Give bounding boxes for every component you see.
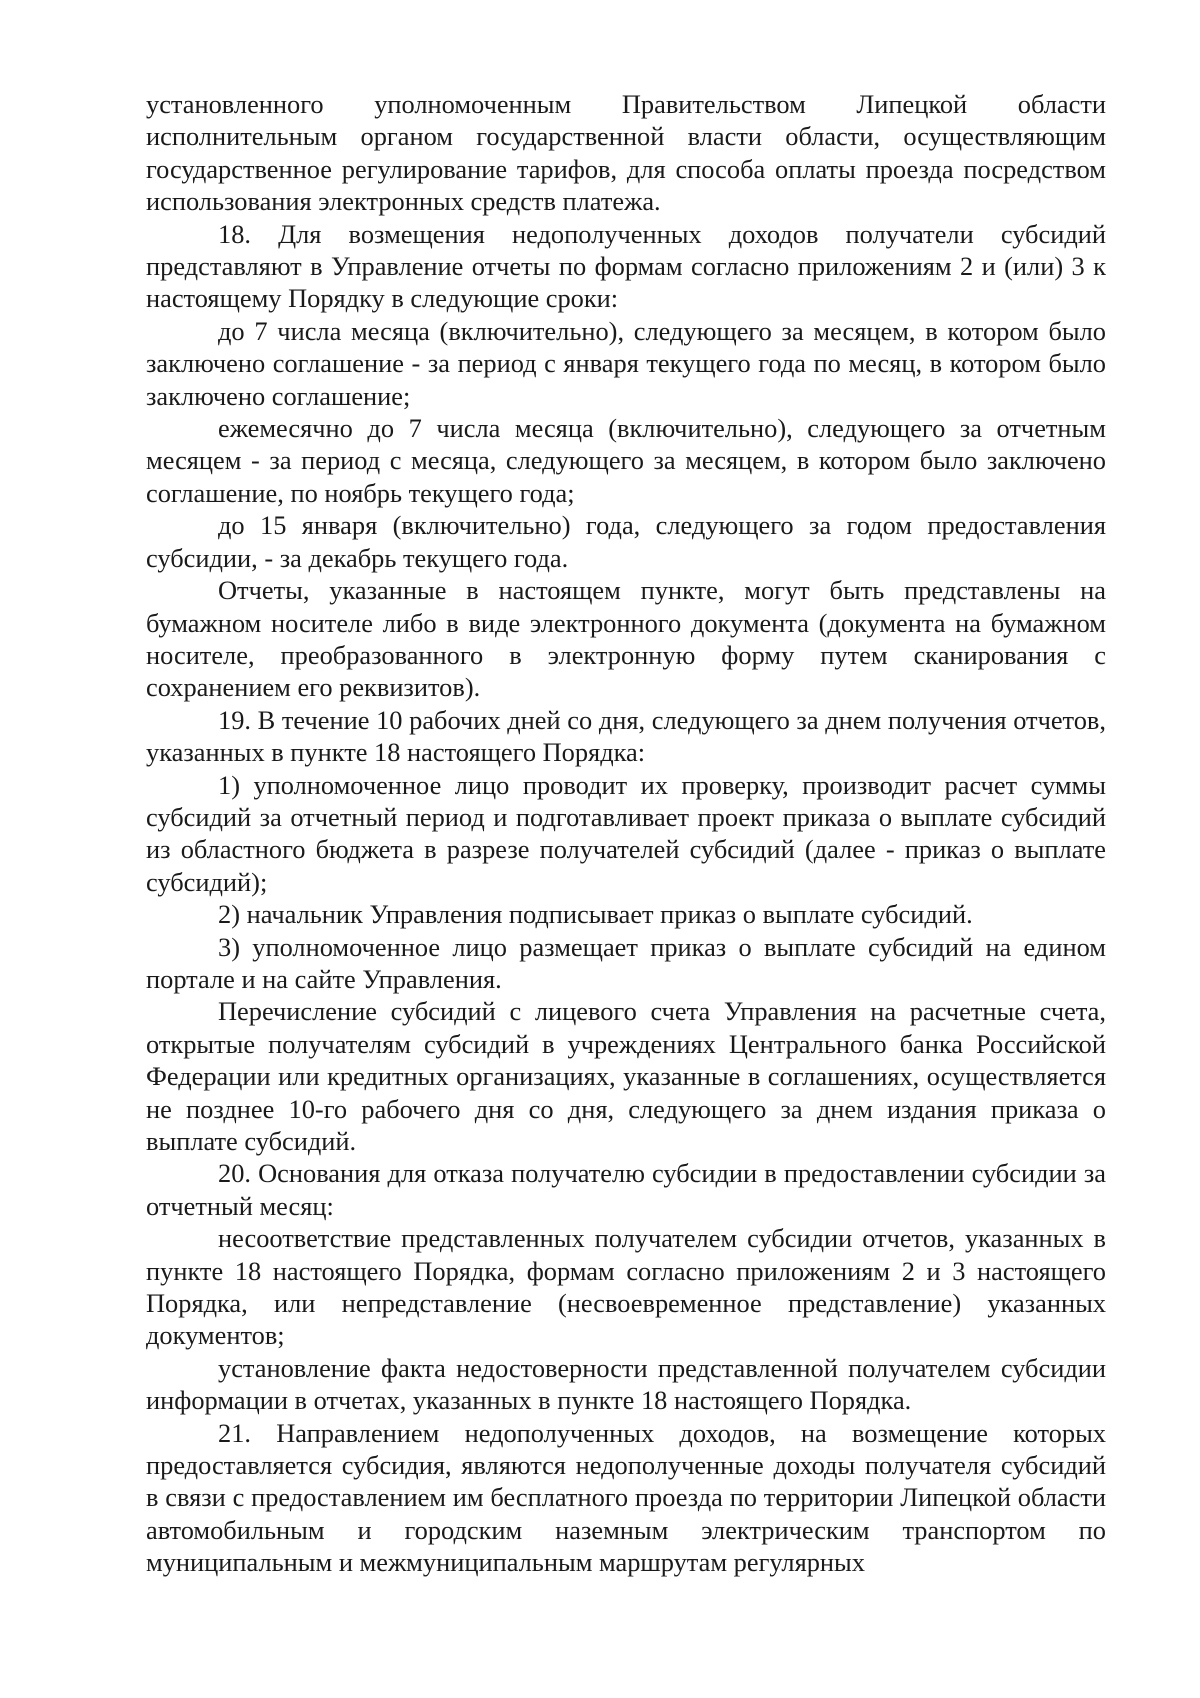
- paragraph-item-21: 21. Направлением недополученных доходов, на возмещение которых предоставляется субсидия, являются недополученные доходы получателя субсидий в связи с предоставлением им бесплатного проезда по территории Липецкой области автомобильным и городским наземным электрическим транспортом по муниципальным и межмуниципальным маршрутам регулярных: [146, 1417, 1106, 1578]
- paragraph-deadline-january: до 15 января (включительно) года, следующего за годом предоставления субсидии, - за декабрь текущего года.: [146, 510, 1106, 573]
- paragraph-subitem-1: 1) уполномоченное лицо проводит их проверку, производит расчет суммы субсидий за отчетный период и подготавливает проект приказа о выплате субсидий из областного бюджета в разрезе получателей субсидий (далее - приказ о выплате субсидий);: [146, 769, 1106, 897]
- document-page: [146, 88, 1106, 1579]
- paragraph-subitem-3: 3) уполномоченное лицо размещает приказ о выплате субсидий на едином портале и на сайте Управления.: [146, 931, 1106, 994]
- paragraph-deadline-monthly: ежемесячно до 7 числа месяца (включительно), следующего за отчетным месяцем - за период с месяца, следующего за месяцем, в котором было заключено соглашение, по ноябрь текущего года;: [146, 413, 1106, 508]
- paragraph-transfer: Перечисление субсидий с лицевого счета Управления на расчетные счета, открытые получателям субсидий в учреждениях Центрального банка Российской Федерации или кредитных организациях, указанные в соглашениях, осуществляется не позднее 10-го рабочего дня со дня, следующего за днем издания приказа о выплате субсидий.: [146, 996, 1106, 1156]
- paragraph-refusal-reason-1: несоответствие представленных получателем субсидии отчетов, указанных в пункте 18 настоящего Порядка, формам согласно приложениям 2 и 3 настоящего Порядка, или непредставление (несвоевременное представление) указанных документов;: [146, 1223, 1106, 1351]
- paragraph-item-19: 19. В течение 10 рабочих дней со дня, следующего за днем получения отчетов, указанных в пункте 18 настоящего Порядка:: [146, 704, 1106, 768]
- paragraph-item-20: 20. Основания для отказа получателю субсидии в предоставлении субсидии за отчетный месяц:: [146, 1158, 1106, 1221]
- paragraph-subitem-2: 2) начальник Управления подписывает приказ о выплате субсидий.: [218, 899, 973, 930]
- paragraph-continuation: установленного уполномоченным Правительством Липецкой области исполнительным органом государственной власти области, осуществляющим государственное регулирование тарифов, для способа оплаты проезда посредством использования электронных средств платежа.: [146, 89, 1106, 217]
- paragraph-refusal-reason-2: установление факта недостоверности представленной получателем субсидии информации в отчетах, указанных в пункте 18 настоящего Порядка.: [146, 1352, 1106, 1416]
- paragraph-item-18: 18. Для возмещения недополученных доходов получатели субсидий представляют в Управление отчеты по формам согласно приложениям 2 и (или) 3 к настоящему Порядку в следующие сроки:: [146, 218, 1106, 314]
- paragraph-deadline-first: до 7 числа месяца (включительно), следующего за месяцем, в котором было заключено соглашение - за период с января текущего года по месяц, в котором было заключено соглашение;: [146, 315, 1106, 411]
- paragraph-report-format: Отчеты, указанные в настоящем пункте, могут быть представлены на бумажном носителе либо в виде электронного документа (документа на бумажном носителе, преобразованного в электронную форму путем сканирования с сохранением его реквизитов).: [146, 575, 1106, 703]
